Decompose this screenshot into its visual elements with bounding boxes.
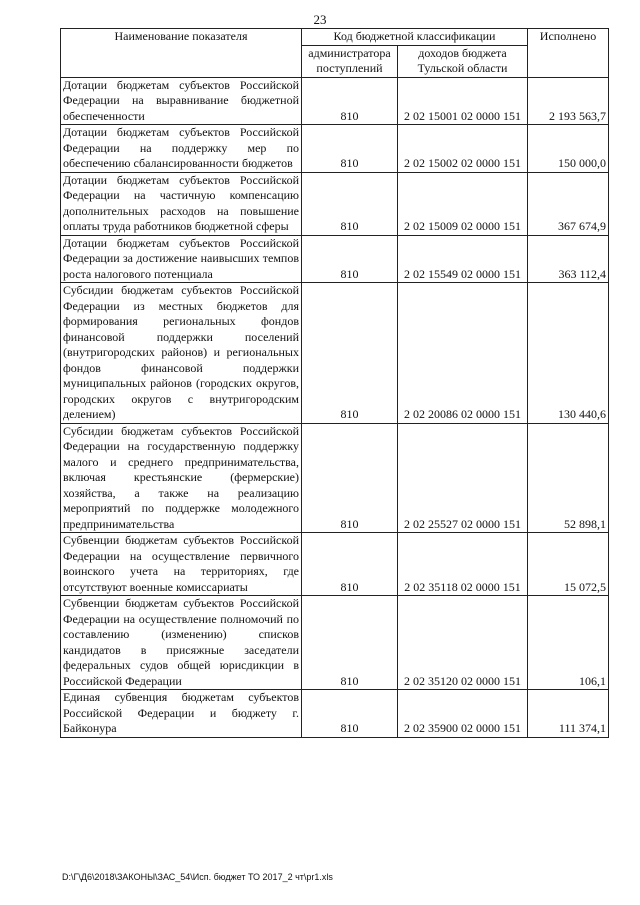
revenue-code: 2 02 15549 02 0000 151 [398, 235, 528, 283]
executed-value: 52 898,1 [528, 423, 609, 533]
revenue-code: 2 02 15002 02 0000 151 [398, 125, 528, 173]
indicator-name: Дотации бюджетам субъектов Российской Федерации на частичную компенсацию дополнительных расходов на повышение оплаты труда работников бюджетной сферы [61, 172, 302, 235]
executed-value: 15 072,5 [528, 533, 609, 596]
table-row [61, 423, 609, 533]
executed-value: 363 112,4 [528, 235, 609, 283]
revenue-code: 2 02 35900 02 0000 151 [398, 690, 528, 738]
indicator-name: Субвенции бюджетам субъектов Российской Федерации на осуществление полномочий по составлению (изменению) списков кандидатов в присяжные заседатели федеральных судов общей юрисдикции в Российской Федерации [61, 596, 302, 690]
executed-value: 150 000,0 [528, 125, 609, 173]
executed-value: 130 440,6 [528, 283, 609, 424]
table-row [61, 125, 609, 173]
indicator-name: Субсидии бюджетам субъектов Российской Федерации из местных бюджетов для формирования региональных фондов финансовой поддержки поселений (внутригородских районов) и региональных фондов финансовой поддержки муниципальных районов (городских округов, городских округов с внутригородским делением) [61, 283, 302, 424]
table-row [61, 690, 609, 738]
administrator-code: 810 [302, 125, 398, 173]
indicator-name: Субвенции бюджетам субъектов Российской Федерации на осуществление первичного воинского учета на территориях, где отсутствуют военные комиссариаты [61, 533, 302, 596]
indicator-name: Единая субвенция бюджетам субъектов Российской Федерации и бюджету г. Байконура [61, 690, 302, 738]
revenue-code: 2 02 15009 02 0000 151 [398, 172, 528, 235]
administrator-code: 810 [302, 533, 398, 596]
executed-value: 111 374,1 [528, 690, 609, 738]
table-row [61, 596, 609, 690]
administrator-header: администратора поступлений [302, 45, 398, 77]
table-row [61, 283, 609, 424]
indicator-name: Дотации бюджетам субъектов Российской Федерации на выравнивание бюджетной обеспеченности [61, 77, 302, 125]
revenue-code: 2 02 25527 02 0000 151 [398, 423, 528, 533]
revenue-code: 2 02 15001 02 0000 151 [398, 77, 528, 125]
table-row [61, 533, 609, 596]
revenue-code: 2 02 35118 02 0000 151 [398, 533, 528, 596]
revenue-code: 2 02 35120 02 0000 151 [398, 596, 528, 690]
table-row [61, 172, 609, 235]
administrator-code: 810 [302, 77, 398, 125]
administrator-code: 810 [302, 423, 398, 533]
indicator-name-header: Наименование показателя [61, 29, 302, 78]
executed-value: 2 193 563,7 [528, 77, 609, 125]
budget-table [60, 28, 609, 738]
header-row-top [61, 29, 609, 46]
administrator-code: 810 [302, 235, 398, 283]
revenue-code: 2 02 20086 02 0000 151 [398, 283, 528, 424]
classification-code-header: Код бюджетной классификации [302, 29, 528, 46]
indicator-name: Дотации бюджетам субъектов Российской Федерации за достижение наивысших темпов роста налогового потенциала [61, 235, 302, 283]
executed-value: 106,1 [528, 596, 609, 690]
administrator-code: 810 [302, 596, 398, 690]
executed-header: Исполнено [528, 29, 609, 78]
table-row [61, 235, 609, 283]
indicator-name: Субсидии бюджетам субъектов Российской Федерации на государственную поддержку малого и среднего предпринимательства, включая крестьянские (фермерские) хозяйства, а также на реализацию мероприятий по поддержке молодежного предпринимательства [61, 423, 302, 533]
revenue-header: доходов бюджета Тульской области [398, 45, 528, 77]
indicator-name: Дотации бюджетам субъектов Российской Федерации на поддержку мер по обеспечению сбалансированности бюджетов [61, 125, 302, 173]
page-number: 23 [313, 12, 327, 27]
table-row [61, 77, 609, 125]
executed-value: 367 674,9 [528, 172, 609, 235]
file-path-footer: D:\Г\Д6\2018\ЗАКОНЫ\ЗАС_54\Исп. бюджет ТО 2017_2 чт\pr1.xls [62, 872, 333, 882]
administrator-code: 810 [302, 283, 398, 424]
administrator-code: 810 [302, 690, 398, 738]
administrator-code: 810 [302, 172, 398, 235]
